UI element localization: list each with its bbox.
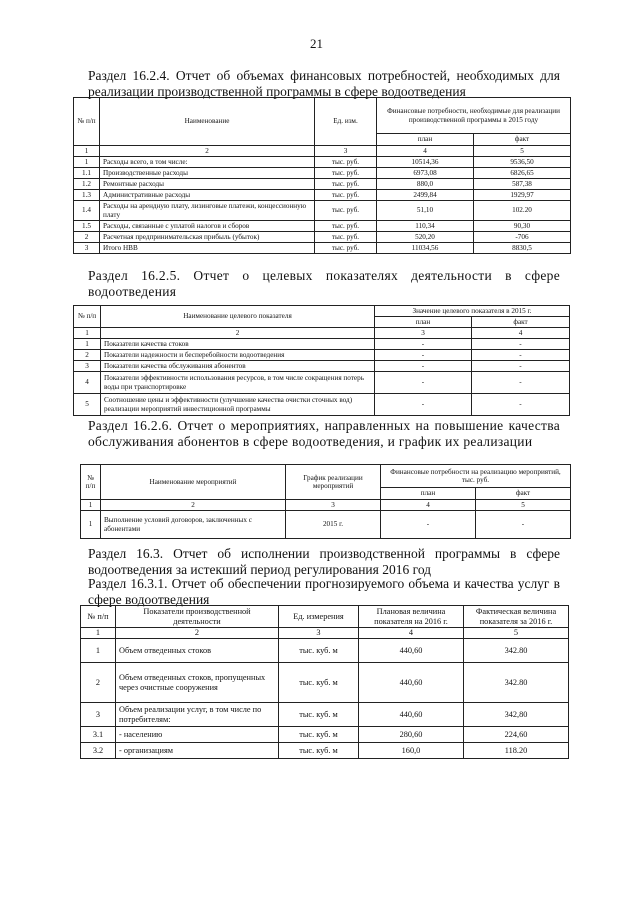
table-row bbox=[74, 179, 571, 190]
header-num: № п/п bbox=[81, 465, 101, 500]
row-unit: тыс. куб. м bbox=[279, 639, 359, 663]
row-name: Объем отведенных стоков bbox=[116, 639, 279, 663]
col-num-cell: 2 bbox=[100, 146, 315, 157]
table-row bbox=[74, 190, 571, 201]
row-fact: 118.20 bbox=[464, 743, 569, 759]
row-name: Объем реализации услуг, в том числе по потребителям: bbox=[116, 703, 279, 727]
row-name: Ремонтные расходы bbox=[100, 179, 315, 190]
section-16-3-heading: Раздел 16.3. Отчет об исполнении производственной программы в сфере водоотведения за истекший период регулирования 2016 год bbox=[88, 546, 560, 577]
header-schedule: График реализации мероприятий bbox=[286, 465, 381, 500]
row-name: Показатели надежности и бесперебойности водоотведения bbox=[101, 350, 375, 361]
row-plan: 160,0 bbox=[359, 743, 464, 759]
row-num: 1.4 bbox=[74, 201, 100, 221]
row-unit: тыс. руб. bbox=[315, 190, 377, 201]
col-num-cell: 4 bbox=[381, 500, 476, 511]
table-row bbox=[81, 727, 569, 743]
row-plan: - bbox=[375, 339, 472, 350]
header-financial-needs: Финансовые потребности на реализацию мероприятий, тыс. руб. bbox=[381, 465, 571, 488]
row-plan: 6973,08 bbox=[377, 168, 474, 179]
row-unit: тыс. руб. bbox=[315, 179, 377, 190]
table-row bbox=[74, 372, 570, 394]
row-fact: 90,30 bbox=[474, 221, 571, 232]
row-plan: 440,60 bbox=[359, 663, 464, 703]
header-fact: факт bbox=[472, 317, 570, 328]
col-num-cell: 4 bbox=[472, 328, 570, 339]
row-unit: тыс. куб. м bbox=[279, 663, 359, 703]
header-fact: Фактическая величина показателя за 2016 г. bbox=[464, 606, 569, 628]
col-num-cell: 1 bbox=[74, 146, 100, 157]
row-schedule: 2015 г. bbox=[286, 511, 381, 539]
header-num: № п/п bbox=[74, 306, 101, 328]
header-unit: Ед. измерения bbox=[279, 606, 359, 628]
row-unit: тыс. руб. bbox=[315, 243, 377, 254]
row-fact: 224,60 bbox=[464, 727, 569, 743]
row-num: 3 bbox=[81, 703, 116, 727]
row-unit: тыс. руб. bbox=[315, 201, 377, 221]
row-name: - населению bbox=[116, 727, 279, 743]
table-row bbox=[74, 350, 570, 361]
header-fact: факт bbox=[476, 488, 571, 500]
section-16-2-4-heading: Раздел 16.2.4. Отчет об объемах финансовых потребностей, необходимых для реализации производственной программы в сфере водоотведения bbox=[88, 68, 560, 99]
row-name: Выполнение условий договоров, заключенных с абонентами bbox=[101, 511, 286, 539]
col-num-cell: 2 bbox=[116, 628, 279, 639]
row-name: Показатели качества обслуживания абонентов bbox=[101, 361, 375, 372]
row-plan: - bbox=[375, 350, 472, 361]
row-num: 1 bbox=[74, 339, 101, 350]
row-plan: 280,60 bbox=[359, 727, 464, 743]
row-num: 3 bbox=[74, 243, 100, 254]
row-num: 1.5 bbox=[74, 221, 100, 232]
section-16-3-1-heading: Раздел 16.3.1. Отчет об обеспечении прогнозируемого объема и качества услуг в сфере водоотведения bbox=[88, 576, 560, 607]
header-target-value: Значение целевого показателя в 2015 г. bbox=[375, 306, 570, 317]
row-name: Объем отведенных стоков, пропущенных через очистные сооружения bbox=[116, 663, 279, 703]
col-num-cell: 2 bbox=[101, 328, 375, 339]
row-num: 3 bbox=[74, 361, 101, 372]
row-num: 2 bbox=[81, 663, 116, 703]
header-name: Показатели производственной деятельности bbox=[116, 606, 279, 628]
table-row bbox=[81, 663, 569, 703]
row-num: 4 bbox=[74, 372, 101, 394]
header-plan: план bbox=[381, 488, 476, 500]
row-plan: - bbox=[375, 372, 472, 394]
row-num: 2 bbox=[74, 232, 100, 243]
col-num-cell: 1 bbox=[81, 628, 116, 639]
header-plan: план bbox=[377, 134, 474, 146]
row-plan: - bbox=[375, 394, 472, 416]
row-plan: 11034,56 bbox=[377, 243, 474, 254]
table-row bbox=[74, 243, 571, 254]
row-name: Расходы на арендную плату, лизинговые платежи, концессионную плату bbox=[100, 201, 315, 221]
row-name: Итого НВВ bbox=[100, 243, 315, 254]
row-num: 1 bbox=[81, 639, 116, 663]
col-num-cell: 5 bbox=[464, 628, 569, 639]
row-unit: тыс. руб. bbox=[315, 157, 377, 168]
row-fact: - bbox=[472, 394, 570, 416]
col-num-cell: 1 bbox=[81, 500, 101, 511]
row-num: 1.3 bbox=[74, 190, 100, 201]
table-row bbox=[81, 639, 569, 663]
col-num-cell: 4 bbox=[377, 146, 474, 157]
col-num-cell: 3 bbox=[279, 628, 359, 639]
row-fact: 6826,65 bbox=[474, 168, 571, 179]
row-name: Расходы всего, в том числе: bbox=[100, 157, 315, 168]
col-num-cell: 3 bbox=[375, 328, 472, 339]
row-fact: -706 bbox=[474, 232, 571, 243]
col-num-cell: 3 bbox=[315, 146, 377, 157]
row-unit: тыс. руб. bbox=[315, 168, 377, 179]
row-name: Соотношение цены и эффективности (улучшение качества очистки сточных вод) реализации мероприятий инвестиционной программы bbox=[101, 394, 375, 416]
row-fact: - bbox=[472, 361, 570, 372]
header-name: Наименование мероприятий bbox=[101, 465, 286, 500]
row-plan: 440,60 bbox=[359, 639, 464, 663]
col-num-cell: 4 bbox=[359, 628, 464, 639]
row-plan: 520,20 bbox=[377, 232, 474, 243]
row-plan: - bbox=[381, 511, 476, 539]
row-unit: тыс. куб. м bbox=[279, 743, 359, 759]
row-name: - организациям bbox=[116, 743, 279, 759]
row-name: Показатели эффективности использования ресурсов, в том числе сокращения потерь воды при транспортировке bbox=[101, 372, 375, 394]
row-unit: тыс. руб. bbox=[315, 232, 377, 243]
row-fact: - bbox=[476, 511, 571, 539]
row-num: 3.1 bbox=[81, 727, 116, 743]
row-fact: - bbox=[472, 372, 570, 394]
table-row bbox=[81, 511, 571, 539]
table-row bbox=[74, 339, 570, 350]
table-row bbox=[74, 232, 571, 243]
row-fact: 587,38 bbox=[474, 179, 571, 190]
table-row bbox=[74, 201, 571, 221]
header-financial-needs: Финансовые потребности, необходимые для реализации производственной программы в 2015 году bbox=[377, 98, 571, 134]
section-16-2-6-heading: Раздел 16.2.6. Отчет о мероприятиях, направленных на повышение качества обслуживания абонентов в сфере водоотведения, и график их реализации bbox=[88, 418, 560, 449]
row-plan: 440,60 bbox=[359, 703, 464, 727]
header-num: № п/п bbox=[81, 606, 116, 628]
row-num: 1 bbox=[81, 511, 101, 539]
row-name: Расчетная предпринимательская прибыль (убыток) bbox=[100, 232, 315, 243]
row-plan: 51,10 bbox=[377, 201, 474, 221]
page-number: 21 bbox=[310, 36, 323, 51]
row-num: 2 bbox=[74, 350, 101, 361]
header-plan: план bbox=[375, 317, 472, 328]
header-num: № п/п bbox=[74, 98, 100, 146]
row-name: Расходы, связанные с уплатой налогов и сборов bbox=[100, 221, 315, 232]
section-16-2-5-heading: Раздел 16.2.5. Отчет о целевых показателях деятельности в сфере водоотведения bbox=[88, 268, 560, 299]
col-num-cell: 2 bbox=[101, 500, 286, 511]
col-num-cell: 3 bbox=[286, 500, 381, 511]
row-plan: 880,0 bbox=[377, 179, 474, 190]
table-row bbox=[74, 394, 570, 416]
col-num-cell: 1 bbox=[74, 328, 101, 339]
volume-quality-table bbox=[80, 605, 569, 759]
financial-needs-table bbox=[73, 97, 571, 254]
row-plan: 110,34 bbox=[377, 221, 474, 232]
row-plan: 2499,84 bbox=[377, 190, 474, 201]
row-fact: - bbox=[472, 350, 570, 361]
table-row bbox=[74, 221, 571, 232]
row-plan: - bbox=[375, 361, 472, 372]
row-fact: 9536,50 bbox=[474, 157, 571, 168]
target-indicators-table bbox=[73, 305, 570, 416]
header-name: Наименование bbox=[100, 98, 315, 146]
row-fact: 102.20 bbox=[474, 201, 571, 221]
row-fact: 8830,5 bbox=[474, 243, 571, 254]
row-unit: тыс. руб. bbox=[315, 221, 377, 232]
header-unit: Ед. изм. bbox=[315, 98, 377, 146]
row-fact: 342.80 bbox=[464, 639, 569, 663]
row-name: Производственные расходы bbox=[100, 168, 315, 179]
header-plan: Плановая величина показателя на 2016 г. bbox=[359, 606, 464, 628]
row-unit: тыс. куб. м bbox=[279, 727, 359, 743]
col-num-cell: 5 bbox=[476, 500, 571, 511]
table-row bbox=[81, 743, 569, 759]
row-fact: 1929,97 bbox=[474, 190, 571, 201]
row-plan: 10514,36 bbox=[377, 157, 474, 168]
row-name: Показатели качества стоков bbox=[101, 339, 375, 350]
row-fact: - bbox=[472, 339, 570, 350]
table-row bbox=[74, 168, 571, 179]
table-row bbox=[74, 157, 571, 168]
table-row bbox=[81, 703, 569, 727]
row-num: 1 bbox=[74, 157, 100, 168]
row-num: 1.2 bbox=[74, 179, 100, 190]
service-quality-measures-table bbox=[80, 464, 571, 539]
col-num-cell: 5 bbox=[474, 146, 571, 157]
header-name: Наименование целевого показателя bbox=[101, 306, 375, 328]
table-row bbox=[74, 361, 570, 372]
row-fact: 342.80 bbox=[464, 663, 569, 703]
row-name: Административные расходы bbox=[100, 190, 315, 201]
row-num: 1.1 bbox=[74, 168, 100, 179]
row-fact: 342,80 bbox=[464, 703, 569, 727]
row-num: 3.2 bbox=[81, 743, 116, 759]
row-unit: тыс. куб. м bbox=[279, 703, 359, 727]
row-num: 5 bbox=[74, 394, 101, 416]
header-fact: факт bbox=[474, 134, 571, 146]
